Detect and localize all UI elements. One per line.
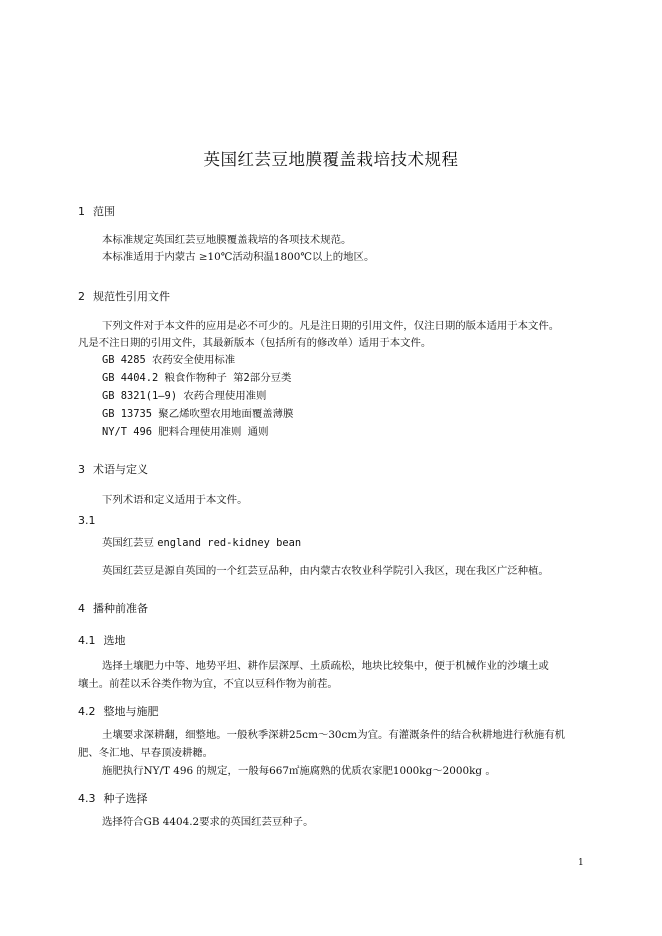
section-2-heading — [78, 288, 170, 304]
section-number: 1 — [78, 205, 85, 218]
section-title: 范围 — [93, 205, 115, 218]
paragraph: 下列文件对于本文件的应用是必不可少的。凡是注日期的引用文件，仅注日期的版本适用于本文件。 — [102, 320, 560, 332]
term-definition: 英国红芸豆是源自英国的一个红芸豆品种，由内蒙古农牧业科学院引入我区，现在我区广泛种植。 — [102, 565, 549, 577]
paragraph: 选择土壤肥力中等、地势平坦、耕作层深厚、土质疏松，地块比较集中，便于机械作业的沙壤土或 — [102, 660, 549, 672]
section-title: 规范性引用文件 — [93, 290, 170, 303]
subsection-number: 4.2 — [78, 705, 96, 718]
section-number: 4 — [78, 602, 85, 615]
subsection-4-3-heading — [78, 790, 148, 806]
document-title: 英国红芸豆地膜覆盖栽培技术规程 — [203, 150, 459, 169]
subsection-title: 整地与施肥 — [103, 705, 159, 718]
reference-item: NY/T 496 肥料合理使用准则 通则 — [102, 426, 269, 438]
reference-item: GB 4285 农药安全使用标准 — [102, 354, 236, 366]
paragraph-continuation: 肥、冬汇地、早春顶凌耕耱。 — [78, 747, 214, 759]
subsection-4-2-heading — [78, 703, 159, 719]
term-chinese: 英国红芸豆 — [102, 537, 154, 549]
section-3-heading — [78, 461, 148, 477]
paragraph: 本标准适用于内蒙古 ≥10℃活动积温1800℃以上的地区。 — [102, 251, 375, 263]
section-number: 3 — [78, 463, 85, 476]
paragraph-continuation: 壤土。前茬以禾谷类作物为宜，不宜以豆科作物为前茬。 — [78, 678, 338, 690]
subsection-3-1-number: 3.1 — [78, 514, 96, 527]
paragraph: 选择符合GB 4404.2要求的英国红芸豆种子。 — [102, 816, 314, 828]
subsection-title: 种子选择 — [103, 792, 148, 805]
section-number: 2 — [78, 290, 85, 303]
section-title: 播种前准备 — [93, 602, 148, 615]
paragraph-continuation: 凡是不注日期的引用文件，其最新版本（包括所有的修改单）适用于本文件。 — [78, 337, 432, 349]
paragraph: 本标准规定英国红芸豆地膜覆盖栽培的各项技术规范。 — [102, 234, 352, 246]
reference-item: GB 4404.2 粮食作物种子 第2部分豆类 — [102, 372, 292, 384]
paragraph: 施肥执行NY/T 496 的规定，一般每667㎡施腐熟的优质农家肥1000kg～2000kg 。 — [102, 765, 496, 777]
section-4-heading — [78, 600, 148, 616]
subsection-number: 4.3 — [78, 792, 96, 805]
subsection-title: 选地 — [103, 634, 126, 647]
section-1-heading — [78, 203, 115, 219]
subsection-number: 4.1 — [78, 634, 96, 647]
term-english: england red-kidney bean — [157, 537, 302, 549]
reference-item: GB 8321(1—9) 农药合理使用准则 — [102, 390, 267, 402]
subsection-4-1-heading — [78, 632, 126, 648]
paragraph: 土壤要求深耕翻，细整地。一般秋季深耕25cm～30cm为宜。有灌溉条件的结合秋耕地进行秋施有机 — [102, 729, 566, 741]
reference-item: GB 13735 聚乙烯吹塑农用地面覆盖薄膜 — [102, 408, 294, 420]
page-number: 1 — [578, 858, 584, 868]
section-title: 术语与定义 — [93, 463, 148, 476]
term-line — [102, 535, 301, 551]
paragraph: 下列术语和定义适用于本文件。 — [102, 494, 248, 506]
